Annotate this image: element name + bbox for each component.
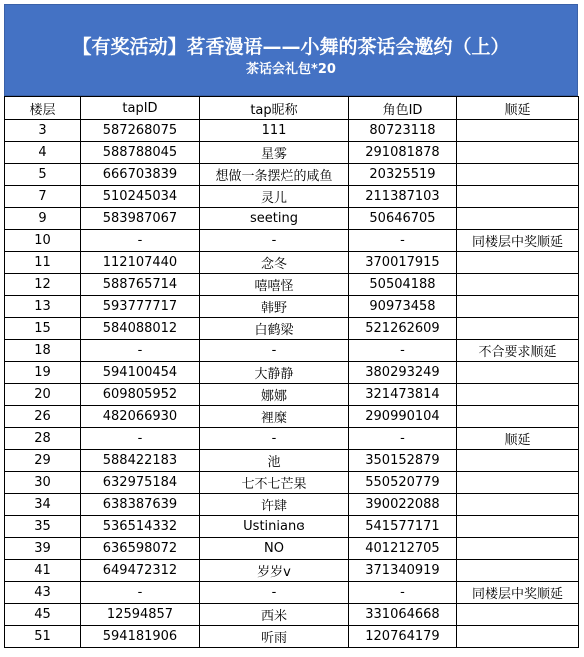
- cell-note: [457, 186, 579, 208]
- cell-tapid: 482066930: [81, 406, 200, 428]
- table-row: [5, 142, 579, 164]
- cell-tapid: 666703839: [81, 164, 200, 186]
- cell-role-id: -: [349, 230, 457, 252]
- cell-floor: 41: [5, 560, 81, 582]
- column-header-floor: 楼层: [5, 97, 81, 120]
- cell-role-id: 350152879: [349, 450, 457, 472]
- cell-role-id: 331064668: [349, 604, 457, 626]
- table-row: [5, 340, 579, 362]
- cell-note: [457, 516, 579, 538]
- column-header-nickname: tap昵称: [200, 97, 349, 120]
- cell-nickname: 想做一条摆烂的咸鱼: [200, 164, 349, 186]
- cell-role-id: 291081878: [349, 142, 457, 164]
- cell-tapid: 638387639: [81, 494, 200, 516]
- cell-nickname: seeting: [200, 208, 349, 230]
- cell-note: [457, 252, 579, 274]
- cell-note: [457, 450, 579, 472]
- cell-role-id: 321473814: [349, 384, 457, 406]
- cell-nickname: 嘻嘻怪: [200, 274, 349, 296]
- page-subtitle: 茶话会礼包*20: [246, 62, 336, 77]
- cell-floor: 51: [5, 626, 81, 648]
- cell-note: [457, 208, 579, 230]
- cell-role-id: 290990104: [349, 406, 457, 428]
- table-row: [5, 164, 579, 186]
- table-row: [5, 120, 579, 142]
- cell-floor: 20: [5, 384, 81, 406]
- table-row: [5, 208, 579, 230]
- cell-floor: 29: [5, 450, 81, 472]
- cell-floor: 15: [5, 318, 81, 340]
- cell-tapid: -: [81, 340, 200, 362]
- cell-role-id: 370017915: [349, 252, 457, 274]
- cell-note: [457, 604, 579, 626]
- cell-tapid: 632975184: [81, 472, 200, 494]
- cell-note: [457, 142, 579, 164]
- cell-role-id: 120764179: [349, 626, 457, 648]
- cell-tapid: -: [81, 230, 200, 252]
- cell-note: [457, 296, 579, 318]
- cell-floor: 43: [5, 582, 81, 604]
- cell-floor: 39: [5, 538, 81, 560]
- table-row: [5, 406, 579, 428]
- cell-role-id: 541577171: [349, 516, 457, 538]
- cell-floor: 3: [5, 120, 81, 142]
- cell-nickname: 111: [200, 120, 349, 142]
- cell-nickname: 池: [200, 450, 349, 472]
- table-row: [5, 472, 579, 494]
- cell-floor: 30: [5, 472, 81, 494]
- cell-note: [457, 362, 579, 384]
- cell-nickname: 七不七芒果: [200, 472, 349, 494]
- cell-tapid: 593777717: [81, 296, 200, 318]
- cell-floor: 12: [5, 274, 81, 296]
- winners-table: [4, 96, 579, 648]
- cell-tapid: -: [81, 582, 200, 604]
- cell-tapid: 583987067: [81, 208, 200, 230]
- table-row: [5, 560, 579, 582]
- cell-note: [457, 472, 579, 494]
- cell-floor: 34: [5, 494, 81, 516]
- cell-floor: 28: [5, 428, 81, 450]
- cell-floor: 4: [5, 142, 81, 164]
- table-row: [5, 516, 579, 538]
- table-row: [5, 428, 579, 450]
- table-row: [5, 230, 579, 252]
- cell-tapid: 584088012: [81, 318, 200, 340]
- cell-floor: 9: [5, 208, 81, 230]
- cell-note: [457, 538, 579, 560]
- cell-nickname: 灵儿: [200, 186, 349, 208]
- cell-tapid: 536514332: [81, 516, 200, 538]
- table-row: [5, 296, 579, 318]
- cell-role-id: 50646705: [349, 208, 457, 230]
- cell-nickname: 西米: [200, 604, 349, 626]
- cell-role-id: -: [349, 340, 457, 362]
- cell-nickname: 韩野: [200, 296, 349, 318]
- table-row: [5, 384, 579, 406]
- table-row: [5, 494, 579, 516]
- cell-nickname: 白鹤梁: [200, 318, 349, 340]
- title-banner: [4, 4, 578, 96]
- cell-role-id: 50504188: [349, 274, 457, 296]
- cell-tapid: 12594857: [81, 604, 200, 626]
- cell-nickname: 星雾: [200, 142, 349, 164]
- cell-nickname: 许肆: [200, 494, 349, 516]
- cell-tapid: -: [81, 428, 200, 450]
- cell-nickname: 岁岁v: [200, 560, 349, 582]
- cell-floor: 45: [5, 604, 81, 626]
- cell-floor: 26: [5, 406, 81, 428]
- cell-role-id: 90973458: [349, 296, 457, 318]
- winners-sheet: [4, 4, 578, 648]
- cell-nickname: Ustinianɞ: [200, 516, 349, 538]
- cell-nickname: 娜娜: [200, 384, 349, 406]
- cell-role-id: 390022088: [349, 494, 457, 516]
- cell-role-id: -: [349, 582, 457, 604]
- column-header-note: 顺延: [457, 97, 579, 120]
- table-row: [5, 582, 579, 604]
- cell-tapid: 588788045: [81, 142, 200, 164]
- table-row: [5, 604, 579, 626]
- cell-note: [457, 560, 579, 582]
- column-header-role-id: 角色ID: [349, 97, 457, 120]
- cell-floor: 10: [5, 230, 81, 252]
- cell-tapid: 112107440: [81, 252, 200, 274]
- page-title: 【有奖活动】茗香漫语——小舞的茶话会邀约（上）: [72, 36, 510, 58]
- table-row: [5, 538, 579, 560]
- table-row: [5, 450, 579, 472]
- cell-nickname: 裡糜: [200, 406, 349, 428]
- cell-tapid: 510245034: [81, 186, 200, 208]
- cell-role-id: 80723118: [349, 120, 457, 142]
- table-row: [5, 362, 579, 384]
- cell-note: 不合要求顺延: [457, 340, 579, 362]
- cell-note: 同楼层中奖顺延: [457, 230, 579, 252]
- table-row: [5, 186, 579, 208]
- cell-note: [457, 384, 579, 406]
- cell-nickname: 念冬: [200, 252, 349, 274]
- cell-note: [457, 120, 579, 142]
- cell-nickname: -: [200, 230, 349, 252]
- cell-floor: 7: [5, 186, 81, 208]
- cell-note: 顺延: [457, 428, 579, 450]
- cell-role-id: 20325519: [349, 164, 457, 186]
- cell-nickname: 听雨: [200, 626, 349, 648]
- cell-note: [457, 626, 579, 648]
- cell-note: [457, 494, 579, 516]
- cell-nickname: 大静静: [200, 362, 349, 384]
- cell-tapid: 587268075: [81, 120, 200, 142]
- table-row: [5, 318, 579, 340]
- table-row: [5, 252, 579, 274]
- cell-tapid: 636598072: [81, 538, 200, 560]
- cell-floor: 18: [5, 340, 81, 362]
- cell-floor: 13: [5, 296, 81, 318]
- cell-tapid: 588765714: [81, 274, 200, 296]
- cell-nickname: NO: [200, 538, 349, 560]
- cell-nickname: -: [200, 428, 349, 450]
- cell-role-id: 380293249: [349, 362, 457, 384]
- cell-nickname: -: [200, 582, 349, 604]
- cell-role-id: 521262609: [349, 318, 457, 340]
- cell-role-id: 211387103: [349, 186, 457, 208]
- cell-tapid: 594100454: [81, 362, 200, 384]
- cell-note: [457, 406, 579, 428]
- cell-note: [457, 164, 579, 186]
- cell-note: [457, 274, 579, 296]
- cell-role-id: 401212705: [349, 538, 457, 560]
- table-row: [5, 274, 579, 296]
- table-row: [5, 626, 579, 648]
- table-body: [5, 120, 579, 648]
- column-header-tapid: tapID: [81, 97, 200, 120]
- cell-floor: 19: [5, 362, 81, 384]
- cell-floor: 11: [5, 252, 81, 274]
- cell-tapid: 594181906: [81, 626, 200, 648]
- cell-tapid: 588422183: [81, 450, 200, 472]
- cell-tapid: 649472312: [81, 560, 200, 582]
- cell-role-id: -: [349, 428, 457, 450]
- cell-role-id: 371340919: [349, 560, 457, 582]
- cell-role-id: 550520779: [349, 472, 457, 494]
- cell-note: [457, 318, 579, 340]
- cell-nickname: -: [200, 340, 349, 362]
- cell-note: 同楼层中奖顺延: [457, 582, 579, 604]
- cell-floor: 35: [5, 516, 81, 538]
- header-row: [5, 97, 579, 120]
- cell-tapid: 609805952: [81, 384, 200, 406]
- cell-floor: 5: [5, 164, 81, 186]
